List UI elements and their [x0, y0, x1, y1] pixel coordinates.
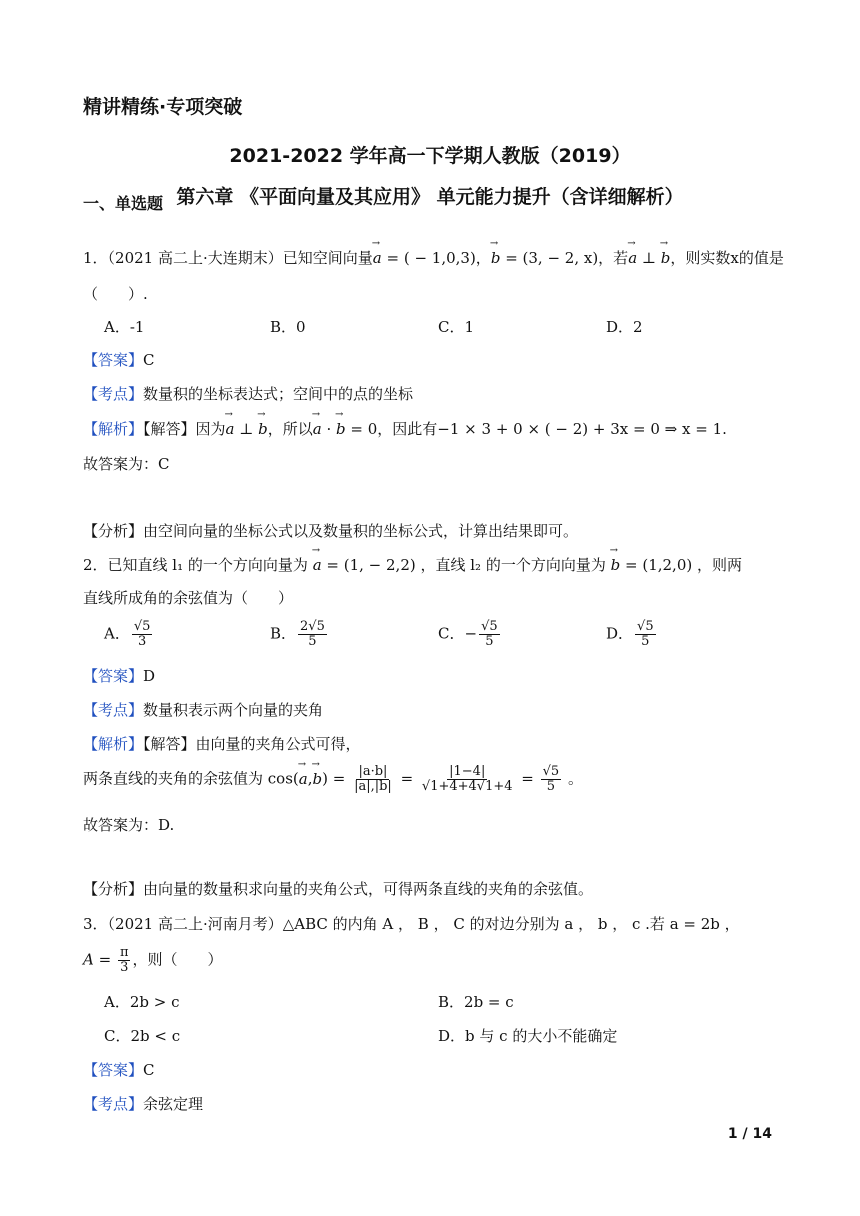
q2-fenxi: 【分析】由向量的数量积求向量的夹角公式，可得两条直线的夹角的余弦值。 — [83, 880, 594, 898]
q1-kaodian: 【考点】数量积的坐标表达式；空间中的点的坐标 — [83, 385, 414, 403]
q3-stem-cont: A = $\frac{\pi}{3}$ ，则（ ） — [83, 945, 223, 975]
q1-option-b: B．0 — [270, 318, 306, 336]
q1-conclusion: 故答案为：C — [83, 455, 170, 473]
q3-kaodian: 【考点】余弦定理 — [83, 1095, 204, 1113]
q3-option-a: A．2b > c — [104, 993, 180, 1011]
q2-formula: 两条直线的夹角的余弦值为 cos(→ a,→ b) = $\frac{|a\cdot b|}{|a|,|b|}$ = $\frac{|1-4|}{√1+4+4√1+4}$ = $\frac{√5}{5}$ 。 — [83, 765, 583, 794]
q1-stem-cont: （ ）. — [83, 285, 148, 303]
q3-stem: 3．（2021 高二上·河南月考）△ABC 的内角 A ， B ， C 的对边分别为 a ， b ， c .若 a = 2b ， — [83, 915, 740, 933]
q3-option-b: B．2b = c — [438, 993, 514, 1011]
q3-option-c: C．2b < c — [104, 1027, 181, 1045]
doc-title-line1: 2021-2022 学年高一下学期人教版（2019） — [229, 145, 631, 167]
q2-stem: 2．已知直线 l₁ 的一个方向向量为 → a = (1, − 2,2) ，直线 l₂ 的一个方向向量为 → b = (1,2,0) ，则两 — [83, 554, 742, 575]
q1-option-c: C．1 — [438, 318, 475, 336]
page-number: 1 / 14 — [727, 1126, 772, 1142]
q2-kaodian: 【考点】数量积表示两个向量的夹角 — [83, 701, 324, 719]
q3-answer: 【答案】C — [83, 1061, 155, 1079]
q2-option-a: A． $\frac{√5}{3}$ — [104, 619, 151, 649]
q1-jiexi: 【解析】【解答】因为→ a ⊥ → b，所以→ a · → b = 0，因此有−1 × 3 + 0 × ( − 2) + 3x = 0 ⇒ x = 1. — [83, 418, 727, 439]
q2-stem-cont: 直线所成角的余弦值为（ ） — [83, 589, 294, 607]
vector-b: → b — [491, 249, 501, 267]
q2-conclusion: 故答案为：D. — [83, 816, 175, 834]
doc-title-line2: 第六章 《平面向量及其应用》 单元能力提升（含详细解析） — [176, 186, 684, 208]
q1-option-a: A．-1 — [104, 318, 145, 336]
q1-fenxi: 【分析】由空间向量的坐标公式以及数量积的坐标公式，计算出结果即可。 — [83, 522, 579, 540]
q2-jiexi: 【解析】【解答】由向量的夹角公式可得， — [83, 735, 361, 753]
q3-option-d: D．b 与 c 的大小不能确定 — [438, 1027, 618, 1045]
q2-answer: 【答案】D — [83, 667, 156, 685]
q2-option-c: C．− $\frac{√5}{5}$ — [438, 619, 498, 649]
series-title: 精讲精练·专项突破 — [83, 96, 243, 118]
q1-option-d: D．2 — [606, 318, 643, 336]
q1-answer: 【答案】C — [83, 351, 155, 369]
q2-option-b: B． $\frac{2√5}{5}$ — [270, 619, 325, 649]
q2-option-d: D． $\frac{√5}{5}$ — [606, 619, 654, 649]
section-heading: 一、单选题 — [83, 194, 164, 213]
vector-a: → a — [373, 249, 382, 267]
q1-stem: 1．（2021 高二上·大连期末）已知空间向量→ a = ( − 1,0,3)，→ b = (3, − 2, x)，若→ a ⊥ → b，则实数x的值是 — [83, 247, 784, 268]
